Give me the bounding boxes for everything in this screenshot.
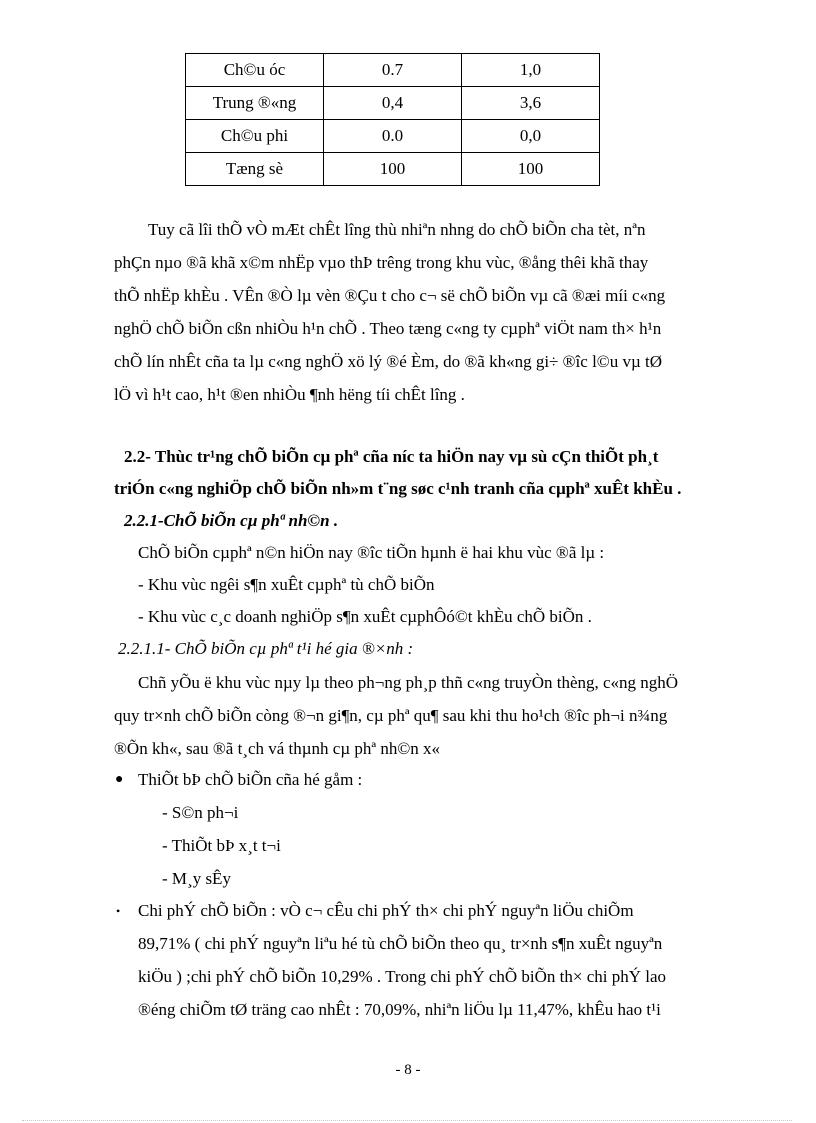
table-row: [186, 153, 600, 186]
table-cell: 100: [462, 153, 600, 186]
paragraph-line: - Khu vùc c¸c doanh nghiÖp s¶n xuÊt cµphÔó©t khÈu chÕ biÕn .: [138, 607, 592, 626]
paragraph-line: quy tr×nh chÕ biÕn còng ®¬n gi¶n, cµ phª qu¶ sau khi thu ho¹ch ®îc ph¬i n¾ng: [114, 706, 668, 725]
section-heading: triÓn c«ng nghiÖp chÕ biÕn nh»m t¨ng søc c¹nh tranh cña cµphª xuÊt khÈu .: [114, 479, 682, 498]
table-cell: 0.0: [324, 120, 462, 153]
paragraph-line: ®Õn kh«, sau ®ã t¸ch vá thµnh cµ phª nh©n x«: [114, 739, 441, 758]
table-row: [186, 54, 600, 87]
subsection-heading: 2.2.1-ChÕ biÕn cµ phª nh©n .: [124, 511, 339, 530]
table-row: [186, 120, 600, 153]
paragraph-line: Chi phÝ chÕ biÕn : vÒ c¬ cÊu chi phÝ th× chi phÝ nguyªn liÖu chiÕm: [138, 901, 634, 920]
paragraph-line: Chñ yÕu ë khu vùc nµy lµ theo ph¬ng ph¸p thñ c«ng truyÒn thèng, c«ng nghÖ: [138, 673, 679, 692]
paragraph-line: lÖ vì h¹t cao, h¹t ®en nhiÒu ¶nh hëng tíi chÊt lîng .: [114, 385, 465, 404]
list-item: - S©n ph¬i: [162, 803, 239, 822]
page-divider: [22, 1120, 792, 1121]
data-table: [185, 53, 600, 186]
paragraph-line: ChÕ biÕn cµphª n©n hiÖn nay ®îc tiÕn hµnh ë hai khu vùc ®ã lµ :: [138, 543, 605, 562]
section-heading: 2.2- Thùc tr¹ng chÕ biÕn cµ phª cña níc ta hiÖn nay vµ sù cÇn thiÕt ph¸t: [124, 447, 659, 466]
paragraph-line: chÕ lín nhÊt cña ta lµ c«ng nghÖ xö lý ®é Èm, do ®ã kh«ng gi÷ ®îc l©u vµ tØ: [114, 352, 663, 371]
list-item: - M¸y sÊy: [162, 869, 231, 888]
table-cell: 1,0: [462, 54, 600, 87]
table-cell: 3,6: [462, 87, 600, 120]
table-cell: Ch©u phi: [186, 120, 324, 153]
paragraph-line: phÇn nµo ®ã khã x©m nhËp vµo thÞ trêng trong khu vùc, ®ång thêi khã thay: [114, 253, 649, 272]
paragraph-line: kiÖu ) ;chi phÝ chÕ biÕn 10,29% . Trong chi phÝ chÕ biÕn th× chi phÝ lao: [138, 967, 667, 986]
table-cell: Ch©u óc: [186, 54, 324, 87]
paragraph-line: thÕ nhËp khÈu . VÊn ®Ò lµ vèn ®Çu t cho c¬ së chÕ biÕn vµ cã ®æi míi c«ng: [114, 286, 666, 305]
table-cell: Tæng sè: [186, 153, 324, 186]
page-number: - 8 -: [395, 1062, 421, 1078]
paragraph-line: 89,71% ( chi phÝ nguyªn liªu hé tù chÕ biÕn theo qu¸ tr×nh s¶n xuÊt nguyªn: [138, 934, 663, 953]
table-cell: 0,0: [462, 120, 600, 153]
bullet-icon: •: [116, 904, 121, 918]
bullet-text: ThiÕt bÞ chÕ biÕn cña hé gåm :: [138, 770, 363, 789]
table-cell: 0,4: [324, 87, 462, 120]
paragraph-line: Tuy cã lîi thÕ vÒ mÆt chÊt lîng thù nhiªn nhng do chÕ biÕn cha tèt, nªn: [148, 220, 646, 239]
subsubsection-heading: 2.2.1.1- ChÕ biÕn cµ phª t¹i hé gia ®×nh :: [118, 639, 414, 658]
list-item: - ThiÕt bÞ x¸t t¬i: [162, 836, 281, 855]
table-cell: Trung ®«ng: [186, 87, 324, 120]
paragraph-line: nghÖ chÕ biÕn cßn nhiÒu h¹n chÕ . Theo tæng c«ng ty cµphª viÖt nam th× h¹n: [114, 319, 662, 338]
table-cell: 0.7: [324, 54, 462, 87]
paragraph-line: ®éng chiÕm tØ träng cao nhÊt : 70,09%, nhiªn liÖu lµ 11,47%, khÊu hao t¹i: [138, 1000, 661, 1019]
table-cell: 100: [324, 153, 462, 186]
bullet-icon: ●: [115, 772, 124, 787]
paragraph-line: - Khu vùc ngêi s¶n xuÊt cµphª tù chÕ biÕn: [138, 575, 435, 594]
table-row: [186, 87, 600, 120]
